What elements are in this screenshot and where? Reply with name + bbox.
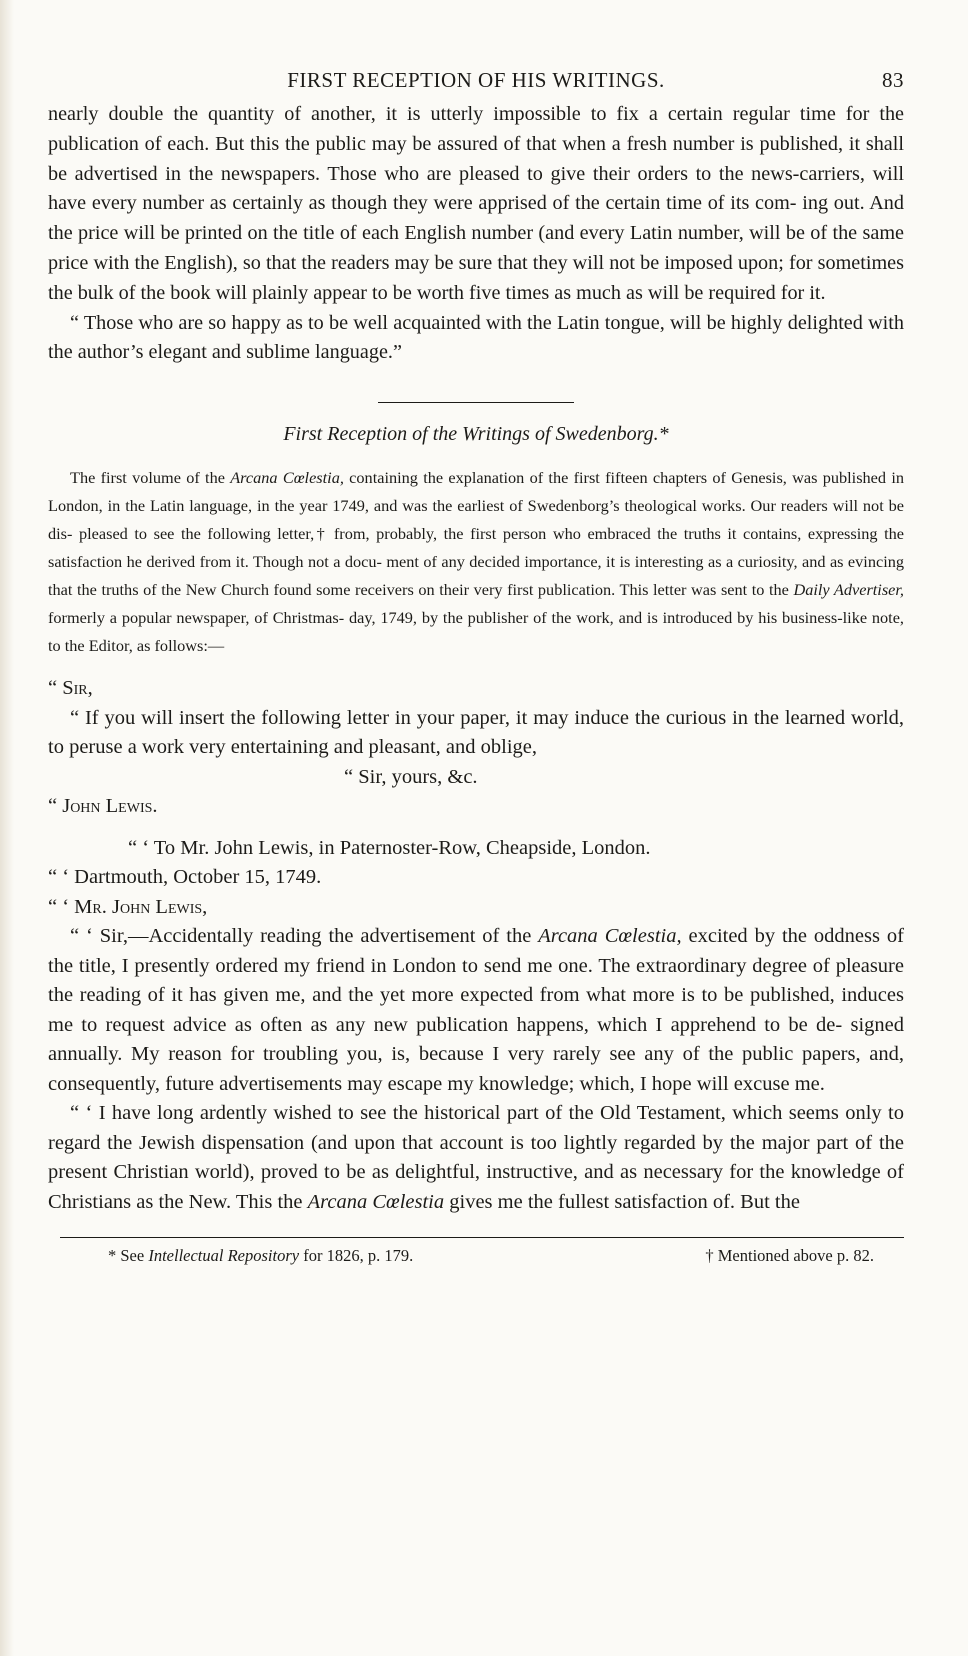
text-run: containing the explanation of the first fifteen chapters of Genesis, was published in London, in the Latin language, in the year 1749, and was the earliest of Swedenborg’s theological works. Our readers will not be dis- pleased to see the following letter,† from, probably, the first person who embraced the truths it contains, expressing the satisfaction he derived from it. Though not a docu- ment of any decided importance, it is interesting as a curiosity, and as evincing that the truths of the New Church found some receivers on their very first publication. This letter was sent to the	[48, 468, 904, 600]
paragraph	[48, 464, 904, 660]
page-binding-shadow	[0, 0, 14, 1656]
footnotes	[48, 1246, 904, 1266]
letter	[48, 674, 904, 1217]
section-divider	[378, 402, 574, 403]
paragraph: “ Those who are so happy as to be well acquainted with the Latin tongue, will be highly delighted with the author’s elegant and sublime language.”	[48, 311, 904, 364]
text-run: “ ‘ Sir,—Accidentally reading the advertisement of the	[70, 925, 539, 948]
text-run: * See	[108, 1246, 149, 1266]
work-title: Arcana Cœlestia,	[230, 468, 344, 488]
footnote-rule	[60, 1237, 904, 1238]
section-title: First Reception of the Writings of Swedenborg.*	[283, 423, 669, 446]
closing: “ Sir, yours, &c.	[344, 765, 478, 788]
address-line: “ ‘ To Mr. John Lewis, in Paternoster-Row, Cheapside, London.	[128, 836, 651, 859]
salutation: “ ‘ Mr. John Lewis,	[48, 895, 208, 918]
text-run: “ ‘ I have long ardently wished to see the historical part of the Old Testament, which seems only to regard the Jewish dispensation (and upon that account is too lightly regarded by the major part of the present Christian world), proved to be as delightful, instructive, and as necessary for the knowledge of Christians as the New. This the	[48, 1102, 904, 1213]
salutation: “ Sir,	[48, 677, 93, 700]
running-header	[48, 60, 904, 100]
text-run: The first volume of the	[70, 468, 231, 488]
newspaper-title: Daily Advertiser,	[793, 580, 904, 600]
section-body	[48, 464, 904, 660]
journal-title: Intellectual Repository	[148, 1246, 300, 1266]
paragraph	[48, 922, 904, 1099]
text-run: for 1826, p. 179.	[299, 1246, 414, 1266]
book-page	[48, 60, 904, 1266]
work-title: Arcana Cœlestia	[307, 1190, 445, 1213]
dateline: “ ‘ Dartmouth, October 15, 1749.	[48, 866, 322, 889]
intro-text	[48, 100, 904, 368]
text-run: formerly a popular newspaper, of Christmas- day, 1749, by the publisher of the work, and is introduced by his business-like note, to the Editor, as follows:—	[48, 608, 904, 656]
work-title: Arcana Cœlestia,	[538, 925, 682, 948]
text-run: excited by the oddness of the title, I presently ordered my friend in London to send me one. The extraordinary degree of pleasure the reading of it has given me, and the yet more expected from what more is to be published, induces me to request advice as often as any new publication happens, which I apprehend to be de- signed annually. My reason for troubling you, is, because I very rarely see any of the public papers, and, consequently, future advertisements may escape my knowledge; which, I hope will excuse me.	[48, 925, 904, 1095]
page-number: 83	[882, 68, 904, 92]
text-run: gives me the fullest satisfaction of. But the	[444, 1190, 800, 1213]
paragraph: nearly double the quantity of another, it is utterly impossible to fix a certain regular time for the publication of each. But this the public may be assured of that when a fresh number is published, it shall be advertised in the newspapers. Those who are pleased to give their orders to the news-carriers, will have every number as certainly as though they were apprised of the certain time of its com- ing out. And the price will be printed on the title of each English number (and every Latin number, will be of the same price with the English), so that the readers may be sure that they will not be imposed upon; for sometimes the bulk of the book will plainly appear to be worth five times as much as will be required for it.	[48, 103, 904, 304]
footnote-star	[108, 1246, 413, 1266]
signature: “ John Lewis.	[48, 795, 158, 818]
footnote-dagger: † Mentioned above p. 82.	[705, 1246, 874, 1266]
paragraph: “ If you will insert the following letter in your paper, it may induce the curious in the learned world, to peruse a work very entertaining and pleasant, and oblige,	[48, 706, 904, 759]
paragraph	[48, 1099, 904, 1217]
running-title: FIRST RECEPTION OF HIS WRITINGS.	[287, 68, 665, 92]
